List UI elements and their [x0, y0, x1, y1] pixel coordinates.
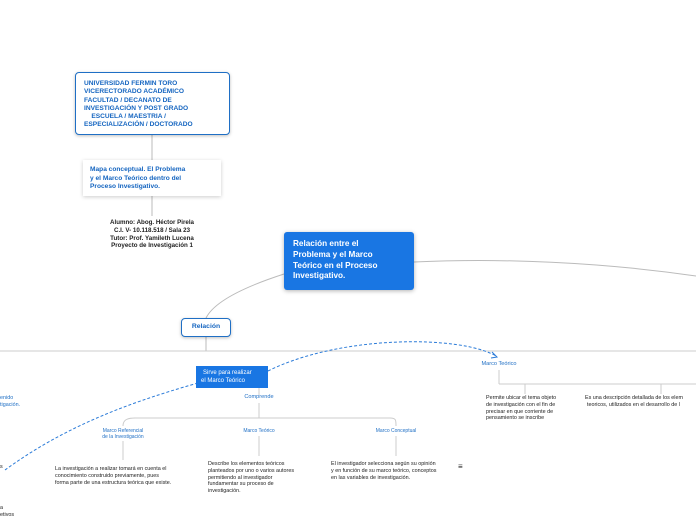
university-line: FACULTAD / DECANATO DE: [84, 96, 172, 104]
marco-referencial-line: de la Investigación: [102, 434, 144, 441]
sirve-line: Sirve para realizar: [203, 370, 252, 376]
left-fragment-top[interactable]: [0, 395, 30, 409]
university-line: INVESTIGACIÓN Y POST GRADO: [84, 104, 189, 112]
marco-teorico-right-node[interactable]: [474, 361, 524, 367]
university-line: ESPECIALIZACIÓN / DOCTORADO: [84, 121, 193, 129]
notes-icon[interactable]: [458, 463, 463, 471]
marco-teorico-right-label: Marco Teórico: [481, 361, 517, 367]
concept-map-title-line: Mapa conceptual. El Problema: [90, 166, 186, 173]
desc-line: pensamiento se inscribe: [486, 415, 545, 422]
marco-conceptual-desc[interactable]: [331, 461, 461, 481]
desc-line: conocimiento construido previamente, pues: [55, 472, 159, 479]
desc-line: de investigación con el fin de: [486, 401, 556, 408]
marco-teorico-right-desc-1[interactable]: [486, 395, 586, 422]
left-fragment-mid[interactable]: [0, 464, 10, 471]
fragment-line: tigación.: [0, 401, 21, 408]
marco-teorico-label: Marco Teórico: [243, 428, 275, 434]
marco-conceptual-node[interactable]: [364, 428, 428, 434]
central-topic[interactable]: [284, 232, 414, 290]
desc-line: investigación.: [208, 488, 241, 495]
desc-line: teoricos, utilizados en el desarrollo de l: [587, 401, 680, 408]
central-topic-line: Problema y el Marco: [293, 249, 373, 259]
desc-line: Describe los elementos teóricos: [208, 461, 285, 467]
concept-map-title-line: Proceso Investigativo.: [90, 183, 160, 191]
central-topic-line: Teórico en el Proceso: [293, 260, 378, 270]
marco-teorico-right-desc-2[interactable]: [585, 395, 696, 409]
fragment-line: a: [0, 505, 3, 511]
marco-teorico-node[interactable]: [229, 428, 289, 434]
university-header-box[interactable]: [75, 72, 230, 135]
fragment-line: enido: [0, 395, 14, 401]
author-line: Tutor: Prof. Yamileth Lucena: [110, 234, 194, 242]
desc-line: fundamentar su proceso de: [208, 481, 274, 488]
author-info[interactable]: [96, 219, 208, 250]
marco-teorico-desc[interactable]: [208, 461, 318, 495]
desc-line: El investigador selecciona según su opinión: [331, 461, 436, 467]
university-line: ESCUELA / MAESTRIA /: [84, 113, 166, 121]
desc-line: y en función de su marco teórico, conceptos: [331, 467, 437, 474]
marco-conceptual-label: Marco Conceptual: [375, 428, 417, 434]
marco-referencial-line: Marco Referencial: [102, 428, 144, 434]
sirve-line: el Marco Teórico: [201, 378, 245, 384]
sirve-node[interactable]: [196, 366, 268, 388]
concept-map-title-line: y el Marco Teórico dentro del: [90, 174, 182, 182]
desc-line: permitiendo al investigador: [208, 474, 273, 481]
desc-line: Es una descripción detallada de los elem: [585, 395, 683, 401]
fragment-line: s: [0, 464, 3, 470]
desc-line: precisar en que corriente de: [486, 408, 554, 415]
university-line: VICERECTORADO ACADÉMICO: [84, 88, 185, 96]
desc-line: en las variables de investigación.: [331, 474, 411, 481]
notes-icon-glyph: ≡: [458, 462, 463, 471]
desc-line: La investigación a realizar tomará en cuenta el: [55, 466, 167, 472]
comprende-node[interactable]: [234, 394, 284, 400]
central-topic-line: Investigativo.: [293, 271, 346, 281]
fragment-line: etivos: [0, 511, 15, 518]
marco-referencial-desc[interactable]: [55, 466, 205, 486]
marco-referencial-node[interactable]: [88, 428, 158, 441]
author-line: Proyecto de Investigación 1: [111, 242, 193, 250]
central-topic-line: Relación entre el: [293, 239, 359, 248]
concept-map-title-box[interactable]: [83, 160, 221, 196]
university-line: UNIVERSIDAD FERMIN TORO: [84, 80, 178, 87]
relacion-node[interactable]: [181, 318, 231, 337]
left-fragment-bottom[interactable]: [0, 505, 24, 519]
desc-line: planteados por uno o varios autores: [208, 467, 295, 474]
comprende-label: Comprende: [244, 394, 274, 400]
relacion-label: Relación: [191, 323, 221, 330]
desc-line: forma parte de una estructura teórica que existe.: [55, 479, 172, 486]
author-line: C.I. V- 10.118.518 / Sala 23: [113, 226, 191, 234]
author-line: Alumno: Abog. Héctor Pirela: [110, 219, 194, 226]
desc-line: Permite ubicar el tema objeto: [486, 395, 557, 401]
